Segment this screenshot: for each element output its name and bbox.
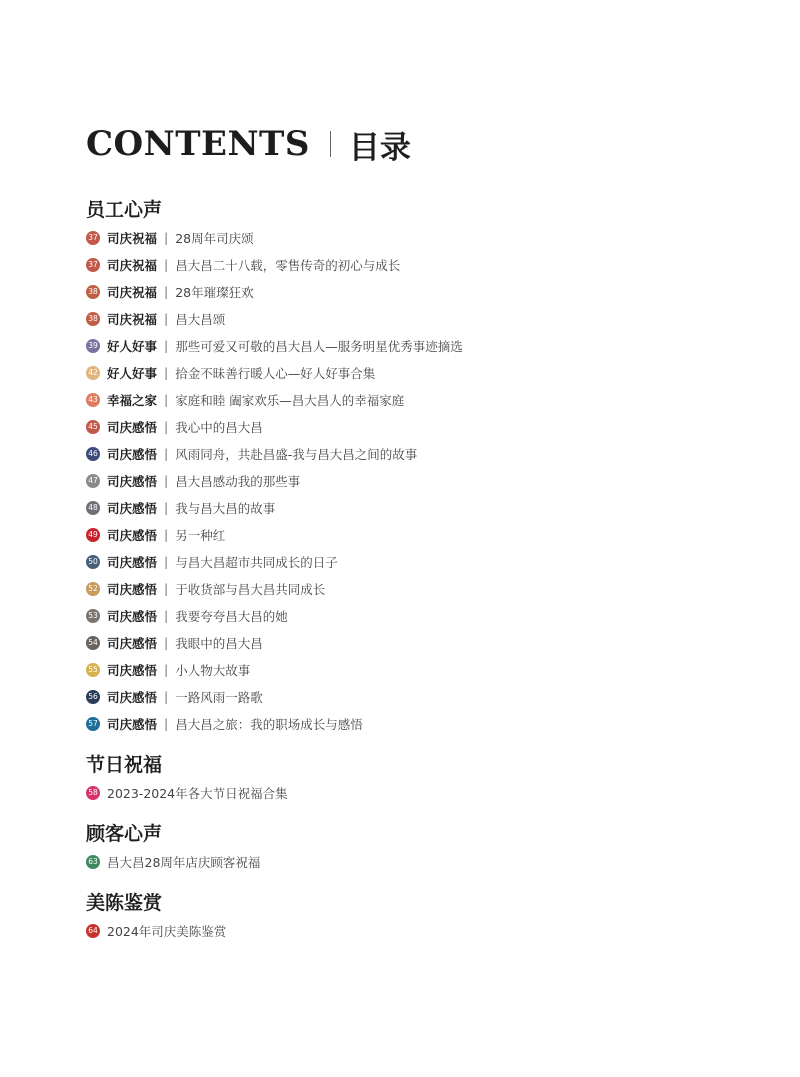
entry-category: 司庆感悟 — [107, 689, 158, 705]
entry-category: 司庆感悟 — [107, 581, 158, 597]
entry-list — [86, 224, 766, 737]
page-number-badge: 50 — [86, 555, 100, 569]
toc-entry[interactable] — [86, 656, 766, 683]
page-number-badge: 38 — [86, 312, 100, 326]
page-number-badge: 38 — [86, 285, 100, 299]
category-separator: | — [164, 311, 169, 326]
page-number-badge: 42 — [86, 366, 100, 380]
category-separator: | — [164, 230, 169, 245]
entry-list — [86, 848, 766, 875]
category-separator: | — [164, 338, 169, 353]
entry-title: 2023-2024年各大节日祝福合集 — [107, 785, 288, 801]
page-number-badge: 63 — [86, 855, 100, 869]
page-number-badge: 57 — [86, 717, 100, 731]
toc-section — [86, 196, 766, 737]
toc-entry[interactable] — [86, 683, 766, 710]
contents-page — [86, 118, 766, 944]
toc-entry[interactable] — [86, 629, 766, 656]
page-title — [86, 118, 766, 170]
category-separator: | — [164, 257, 169, 272]
section-heading: 美陈鉴赏 — [86, 892, 163, 914]
category-separator: | — [164, 689, 169, 704]
entry-category: 好人好事 — [107, 365, 158, 381]
page-number-badge: 39 — [86, 339, 100, 353]
entry-title: 28年璀璨狂欢 — [175, 284, 254, 300]
entry-title: 28周年司庆颂 — [175, 230, 254, 246]
category-separator: | — [164, 608, 169, 623]
category-separator: | — [164, 635, 169, 650]
entry-category: 司庆感悟 — [107, 473, 158, 489]
entry-title: 那些可爱又可敬的昌大昌人—服务明星优秀事迹摘选 — [175, 338, 463, 354]
entry-title: 小人物大故事 — [175, 662, 251, 678]
page-number-badge: 58 — [86, 786, 100, 800]
section-heading: 节日祝福 — [86, 754, 163, 776]
toc-sections — [86, 196, 766, 944]
entry-title: 一路风雨一路歌 — [175, 689, 263, 705]
entry-category: 司庆祝福 — [107, 311, 158, 327]
toc-entry[interactable] — [86, 602, 766, 629]
entry-title: 昌大昌颂 — [175, 311, 226, 327]
entry-category: 司庆感悟 — [107, 608, 158, 624]
entry-title: 家庭和睦 阖家欢乐—昌大昌人的幸福家庭 — [175, 392, 405, 408]
toc-entry[interactable] — [86, 332, 766, 359]
title-english: CONTENTS — [86, 124, 310, 164]
toc-entry[interactable] — [86, 521, 766, 548]
section-heading: 顾客心声 — [86, 823, 163, 845]
category-separator: | — [164, 662, 169, 677]
toc-entry[interactable] — [86, 467, 766, 494]
entry-category: 好人好事 — [107, 338, 158, 354]
category-separator: | — [164, 716, 169, 731]
entry-category: 司庆感悟 — [107, 446, 158, 462]
title-chinese: 目录 — [348, 129, 411, 166]
toc-entry[interactable] — [86, 440, 766, 467]
category-separator: | — [164, 473, 169, 488]
page-number-badge: 53 — [86, 609, 100, 623]
category-separator: | — [164, 446, 169, 461]
page-number-badge: 56 — [86, 690, 100, 704]
page-number-badge: 52 — [86, 582, 100, 596]
entry-category: 司庆祝福 — [107, 230, 158, 246]
toc-section — [86, 820, 766, 875]
entry-category: 司庆感悟 — [107, 554, 158, 570]
entry-category: 司庆感悟 — [107, 662, 158, 678]
entry-title: 昌大昌28周年店庆顾客祝福 — [107, 854, 261, 870]
entry-title: 昌大昌之旅：我的职场成长与感悟 — [175, 716, 363, 732]
category-separator: | — [164, 581, 169, 596]
page-number-badge: 54 — [86, 636, 100, 650]
category-separator: | — [164, 554, 169, 569]
entry-list — [86, 779, 766, 806]
entry-title: 我与昌大昌的故事 — [175, 500, 276, 516]
category-separator: | — [164, 500, 169, 515]
entry-title: 于收货部与昌大昌共同成长 — [175, 581, 326, 597]
entry-list — [86, 917, 766, 944]
category-separator: | — [164, 392, 169, 407]
category-separator: | — [164, 527, 169, 542]
toc-entry[interactable] — [86, 413, 766, 440]
page-number-badge: 47 — [86, 474, 100, 488]
section-heading: 员工心声 — [86, 199, 163, 221]
toc-entry[interactable] — [86, 575, 766, 602]
toc-entry[interactable] — [86, 848, 766, 875]
category-separator: | — [164, 419, 169, 434]
page-number-badge: 55 — [86, 663, 100, 677]
toc-entry[interactable] — [86, 305, 766, 332]
toc-entry[interactable] — [86, 494, 766, 521]
toc-entry[interactable] — [86, 386, 766, 413]
page-number-badge: 46 — [86, 447, 100, 461]
entry-title: 昌大昌感动我的那些事 — [175, 473, 301, 489]
page-number-badge: 37 — [86, 231, 100, 245]
page-number-badge: 49 — [86, 528, 100, 542]
entry-title: 我眼中的昌大昌 — [175, 635, 263, 651]
entry-category: 司庆感悟 — [107, 716, 158, 732]
page-number-badge: 45 — [86, 420, 100, 434]
entry-title: 拾金不昧善行暖人心—好人好事合集 — [175, 365, 376, 381]
page-number-badge: 37 — [86, 258, 100, 272]
entry-title: 与昌大昌超市共同成长的日子 — [175, 554, 338, 570]
entry-category: 司庆感悟 — [107, 527, 158, 543]
toc-entry[interactable] — [86, 278, 766, 305]
category-separator: | — [164, 284, 169, 299]
entry-title: 另一种红 — [175, 527, 226, 543]
toc-entry[interactable] — [86, 359, 766, 386]
toc-entry[interactable] — [86, 917, 766, 944]
toc-entry[interactable] — [86, 224, 766, 251]
entry-title: 昌大昌二十八载，零售传奇的初心与成长 — [175, 257, 401, 273]
entry-title: 我心中的昌大昌 — [175, 419, 263, 435]
title-divider — [330, 131, 331, 157]
entry-category: 司庆感悟 — [107, 635, 158, 651]
toc-section — [86, 889, 766, 944]
entry-category: 司庆感悟 — [107, 419, 158, 435]
entry-category: 司庆祝福 — [107, 284, 158, 300]
category-separator: | — [164, 365, 169, 380]
page-number-badge: 64 — [86, 924, 100, 938]
page-number-badge: 48 — [86, 501, 100, 515]
entry-category: 司庆祝福 — [107, 257, 158, 273]
toc-entry[interactable] — [86, 779, 766, 806]
toc-section — [86, 751, 766, 806]
entry-title: 2024年司庆美陈鉴赏 — [107, 923, 227, 939]
entry-title: 我要夸夸昌大昌的她 — [175, 608, 288, 624]
toc-entry[interactable] — [86, 548, 766, 575]
entry-category: 司庆感悟 — [107, 500, 158, 516]
toc-entry[interactable] — [86, 251, 766, 278]
entry-category: 幸福之家 — [107, 392, 158, 408]
page-number-badge: 43 — [86, 393, 100, 407]
entry-title: 风雨同舟，共赴昌盛-我与昌大昌之间的故事 — [175, 446, 418, 462]
toc-entry[interactable] — [86, 710, 766, 737]
